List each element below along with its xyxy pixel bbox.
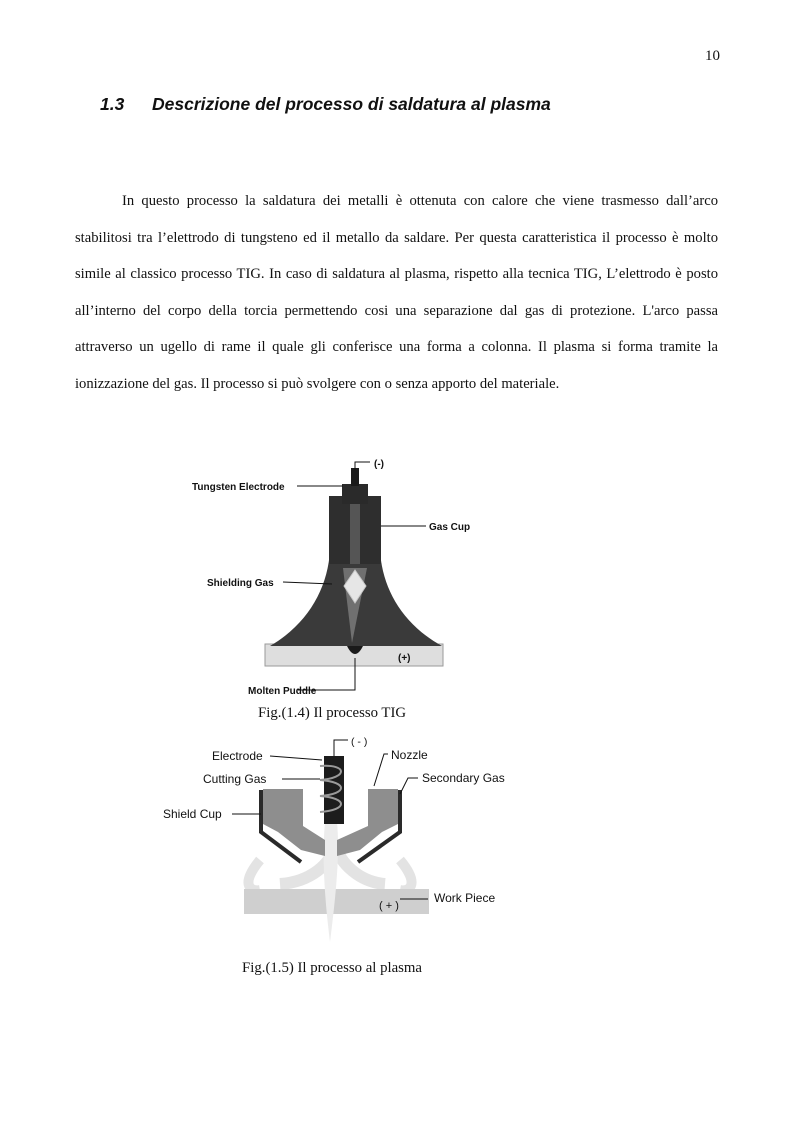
plasma-label-positive: ( + ) bbox=[379, 900, 399, 912]
tig-label-electrode: Tungsten Electrode bbox=[192, 482, 285, 493]
plasma-label-work-piece: Work Piece bbox=[434, 891, 496, 905]
plasma-label-negative: ( - ) bbox=[351, 736, 368, 748]
plasma-label-electrode: Electrode bbox=[212, 749, 263, 763]
plasma-label-nozzle: Nozzle bbox=[391, 748, 428, 762]
tig-label-positive: (+) bbox=[398, 653, 411, 664]
plasma-label-cutting-gas: Cutting Gas bbox=[203, 772, 267, 786]
plasma-diagram bbox=[160, 734, 525, 949]
figure-plasma bbox=[160, 734, 525, 949]
plasma-work-piece bbox=[244, 889, 429, 914]
figure-tig-caption: Fig.(1.4) Il processo TIG bbox=[258, 705, 407, 721]
plasma-label-shield-cup: Shield Cup bbox=[163, 807, 222, 821]
tig-electrode bbox=[342, 484, 368, 504]
body-paragraph: In questo processo la saldatura dei metalli è ottenuta con calore che viene trasmesso dall’arco stabilitosi tra l’elettrodo di tungsteno ed il metallo da saldare. Per questa caratteristica il processo è molto simile al classico processo TIG. In caso di saldatura al plasma, rispetto alla tecnica TIG, L’elettrodo è posto all’interno del corpo della torcia permettendo cosi una separazione dal gas di protezione. L'arco passa attraverso un ugello di rame il quale gli conferisce una forma a colonna. Il plasma si forma tramite la ionizzazione del gas. Il processo si può svolgere con o senza apporto del materiale. bbox=[75, 193, 718, 392]
tig-electrode-tip bbox=[351, 468, 359, 486]
plasma-nozzle-right bbox=[337, 789, 398, 856]
tig-label-shielding-gas: Shielding Gas bbox=[207, 578, 274, 589]
section-title: Descrizione del processo di saldatura al plasma bbox=[152, 94, 551, 114]
tig-label-gas-cup: Gas Cup bbox=[429, 522, 471, 533]
tig-label-molten-puddle: Molten Puddle bbox=[248, 686, 317, 697]
plasma-nozzle-left bbox=[263, 789, 325, 856]
figure-plasma-caption: Fig.(1.5) Il processo al plasma bbox=[242, 960, 422, 976]
tig-diagram bbox=[190, 458, 480, 698]
plasma-jet bbox=[324, 822, 338, 942]
section-heading bbox=[100, 94, 551, 115]
page-number: 10 bbox=[705, 48, 720, 64]
plasma-label-secondary-gas: Secondary Gas bbox=[422, 771, 505, 785]
tig-label-negative: (-) bbox=[374, 459, 384, 470]
figure-tig bbox=[190, 458, 480, 698]
section-number: 1.3 bbox=[100, 94, 125, 114]
